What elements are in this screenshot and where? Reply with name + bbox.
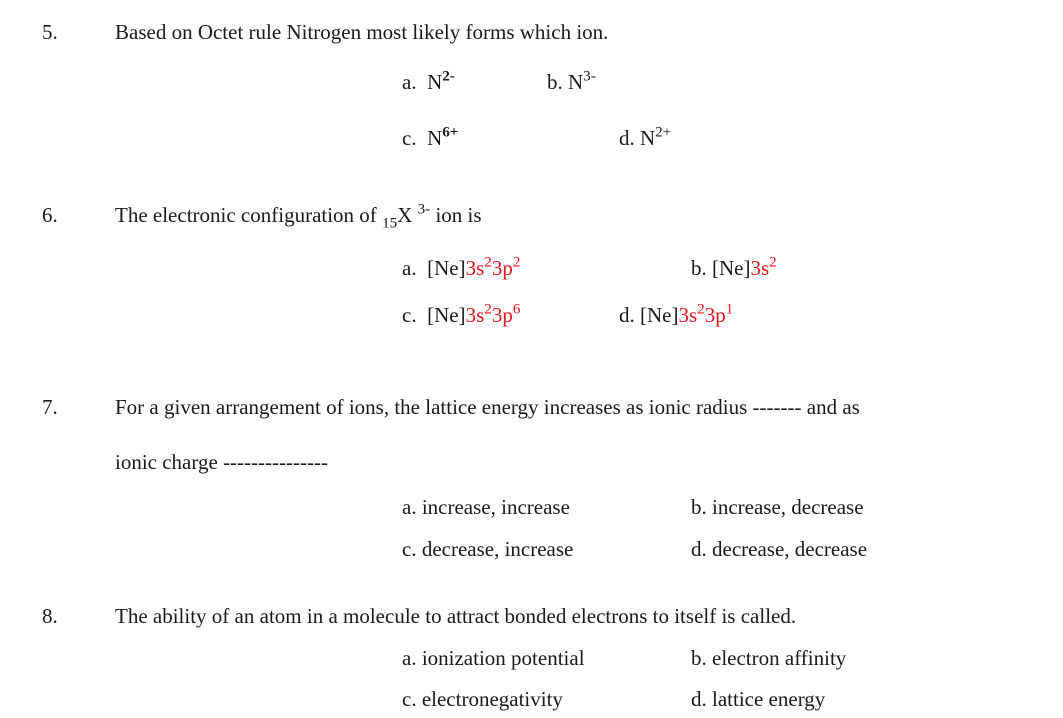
question-text-line2: ionic charge --------------- bbox=[115, 450, 328, 474]
option-prefix: c. bbox=[402, 126, 417, 150]
option-prefix: d. bbox=[619, 126, 635, 150]
ion-symbol: N bbox=[427, 126, 443, 150]
option-prefix: a. bbox=[402, 70, 417, 94]
question-text: The ability of an atom in a molecule to attract bonded electrons to itself is called. bbox=[115, 604, 797, 628]
option-prefix: b. bbox=[547, 70, 563, 94]
option-d[interactable]: d. $[Ne]3s^23p^1$ bbox=[619, 301, 734, 327]
element-symbol: X bbox=[397, 203, 413, 227]
option-c[interactable] bbox=[402, 124, 459, 150]
ion-symbol: N bbox=[427, 70, 443, 94]
option-a[interactable] bbox=[402, 68, 455, 94]
ion-symbol: N bbox=[640, 126, 656, 150]
option-d[interactable]: d. decrease, decrease bbox=[691, 537, 868, 561]
ion-charge: 3- bbox=[583, 68, 596, 85]
option-b[interactable] bbox=[547, 68, 596, 94]
question-number: 6. bbox=[42, 203, 58, 227]
option-b[interactable]: b. increase, decrease bbox=[691, 495, 864, 519]
option-d[interactable]: d. lattice energy bbox=[691, 687, 826, 711]
option-a[interactable]: a. ionization potential bbox=[402, 646, 585, 670]
ion-charge: 2- bbox=[442, 68, 455, 85]
option-b[interactable]: b. electron affinity bbox=[691, 646, 847, 670]
option-c[interactable]: c. electronegativity bbox=[402, 687, 563, 711]
atomic-number: 15 bbox=[382, 215, 398, 232]
ion-charge: 6+ bbox=[442, 124, 459, 141]
option-c[interactable]: c. $[Ne]3s^23p^6$ bbox=[402, 301, 521, 327]
question-text: Based on Octet rule Nitrogen most likely forms which ion. bbox=[115, 20, 609, 44]
question-number: 5. bbox=[42, 20, 58, 44]
question-number: 8. bbox=[42, 604, 58, 628]
option-a[interactable]: a. increase, increase bbox=[402, 495, 570, 519]
option-b[interactable]: b. $[Ne]3s^2$ bbox=[691, 254, 777, 280]
ion-charge: 3- bbox=[417, 201, 431, 218]
question-text: The electronic configuration of $_{15}$X $^{3-}$ ion is bbox=[115, 201, 482, 232]
option-a[interactable]: a. $[Ne]3s^23p^2$ bbox=[402, 254, 521, 280]
question-number: 7. bbox=[42, 395, 58, 419]
question-text-line1: For a given arrangement of ions, the lattice energy increases as ionic radius ------- and as bbox=[115, 395, 860, 419]
option-d[interactable] bbox=[619, 124, 672, 150]
option-c[interactable]: c. decrease, increase bbox=[402, 537, 574, 561]
ion-charge: 2+ bbox=[655, 124, 672, 141]
ion-symbol: N bbox=[568, 70, 584, 94]
